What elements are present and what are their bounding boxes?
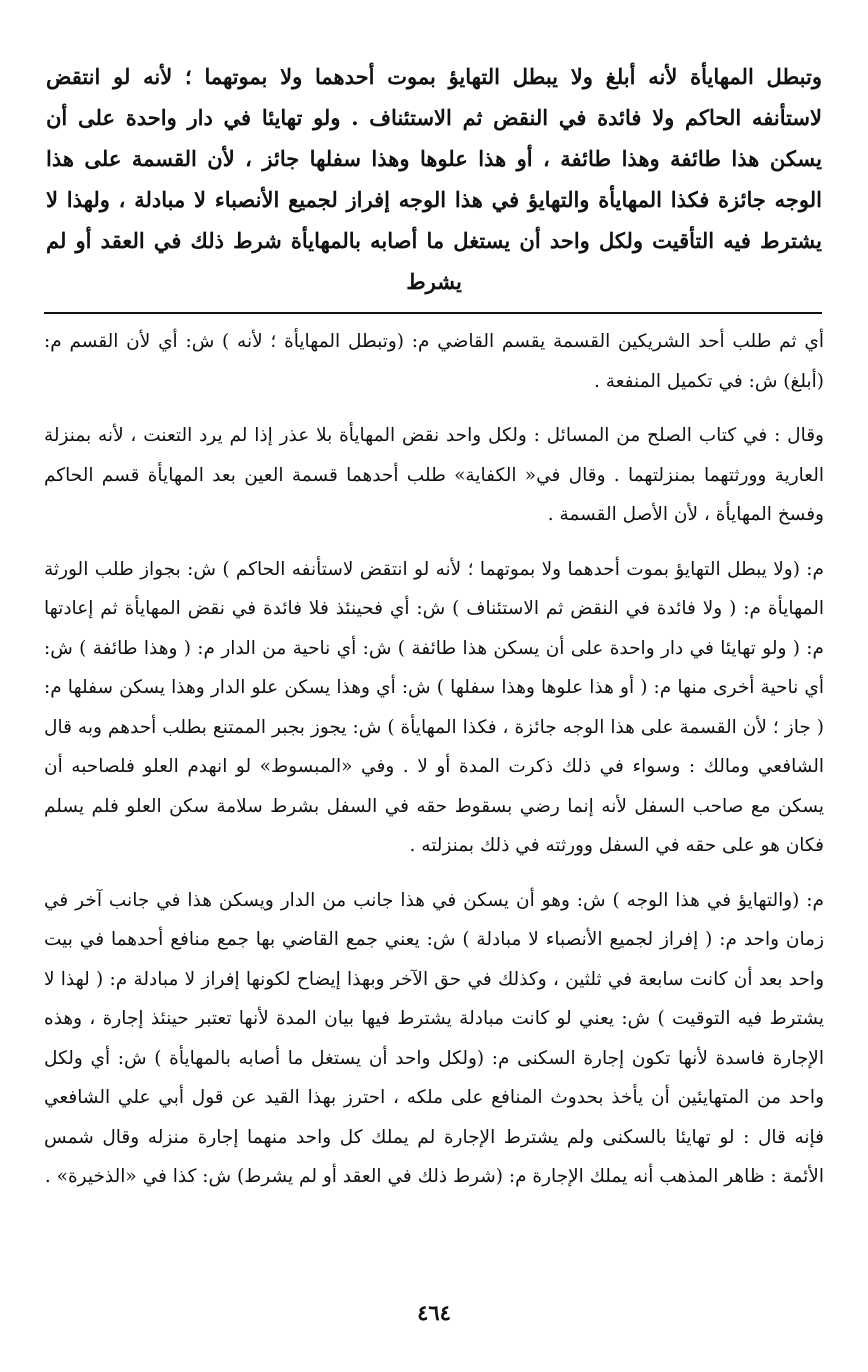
commentary-paragraph: وقال : في كتاب الصلح من المسائل : ولكل واحد نقض المهايأة بلا عذر إذا لم يرد التعنت ، لأنه بمنزلة العارية وورثتهما بمنزلتهما . وقال في« الكفاية» طلب أحدهما قسمة العين بعد المهايأة قسم الحاكم وفسخ المهايأة ، لأن الأصل القسمة .	[44, 425, 824, 525]
main-text: وتبطل المهايأة لأنه أبلغ ولا يبطل التهايؤ بموت أحدهما ولا بموتهما ؛ لأنه لو انتقض لاستأنفه الحاكم ولا فائدة في النقض ثم الاستئناف . ولو تهايئا في دار واحدة على أن يسكن هذا طائفة وهذا طائفة ، أو هذا علوها وهذا سفلها جائز ، لأن القسمة على هذا الوجه جائزة فكذا المهايأة والتهايؤ في هذا الوجه إفراز لجميع الأنصباء لا مبادلة ، ولهذا لا يشترط فيه التأقيت ولكل واحد أن يستغل ما أصابه بالمهايأة شرط ذلك في العقد أو لم يشرط	[46, 64, 822, 294]
commentary-paragraph: م: (والتهايؤ في هذا الوجه ) ش: وهو أن يسكن في هذا جانب من الدار ويسكن هذا في جانب آخر في زمان واحد م: ( إفراز لجميع الأنصباء لا مبادلة ) ش: يعني جمع القاضي بها جمع منافع أحدهما في بيت واحد بعد أن كانت سابعة في ثلثين ، وكذلك في حق الآخر وبهذا إيضاح لكونها إفراز لا مبادلة م: ( لهذا لا يشترط فيه التوقيت ) ش: يعني لو كانت مبادلة يشترط فيها بيان المدة لأنها تعتبر حينئذ إجارة ، وهذه الإجارة فاسدة لأنها تكون إجارة السكنى م: (ولكل واحد أن يستغل ما أصابه بالمهايأة ) ش: أي ولكل واحد من المتهايئين أن يأخذ بحدوث المنافع على ملكه ، احترز بهذا القيد عن قول أبي علي الشافعي فإنه قال : لو تهايئا بالسكنى ولم يشترط الإجارة لم يملك كل واحد منهما إجارة منزله وقال شمس الأئمة : ظاهر المذهب أنه يملك الإجارة م: (شرط ذلك في العقد أو لم يشرط) ش: كذا في «الذخيرة» .	[44, 889, 824, 1187]
commentary-paragraph: أي ثم طلب أحد الشريكين القسمة يقسم القاضي م: (وتبطل المهايأة ؛ لأنه ) ش: أي لأن القسم م: (أبلغ) ش: في تكميل المنفعة .	[44, 331, 824, 392]
commentary-paragraph: م: (ولا يبطل التهايؤ بموت أحدهما ولا بموتهما ؛ لأنه لو انتقض لاستأنفه الحاكم ) ش: بجواز طلب الورثة المهايأة م: ( ولا فائدة في النقض ثم الاستئناف ) ش: أي فحينئذ فلا فائدة في نقض المهايأة ثم إعادتها م: ( ولو تهايئا في دار واحدة على أن يسكن هذا طائفة ) ش: أي ناحية من الدار م: ( وهذا طائفة ) ش: أي ناحية أخرى منها م: ( أو هذا علوها وهذا سفلها ) ش: أي وهذا يسكن علو الدار وهذا يسكن سفلها م: ( جاز ؛ لأن القسمة على هذا الوجه جائزة ، فكذا المهايأة ) ش: يجوز بجبر الممتنع بطلب أحدهم وبه قال الشافعي ومالك : وسواء في ذلك ذكرت المدة أو لا . وفي «المبسوط» لو انهدم العلو فلصاحبه أن يسكن مع صاحب السفل لأنه إنما رضي بسقوط حقه في السفل بشرط سلامة سكن العلو فلم يسلم فكان هو على حقه في السفل وورثته في ذلك بمنزلته .	[44, 558, 824, 856]
page-number: ٤٦٤	[417, 1300, 451, 1325]
commentary	[44, 322, 824, 1212]
separator-rule	[44, 312, 822, 314]
